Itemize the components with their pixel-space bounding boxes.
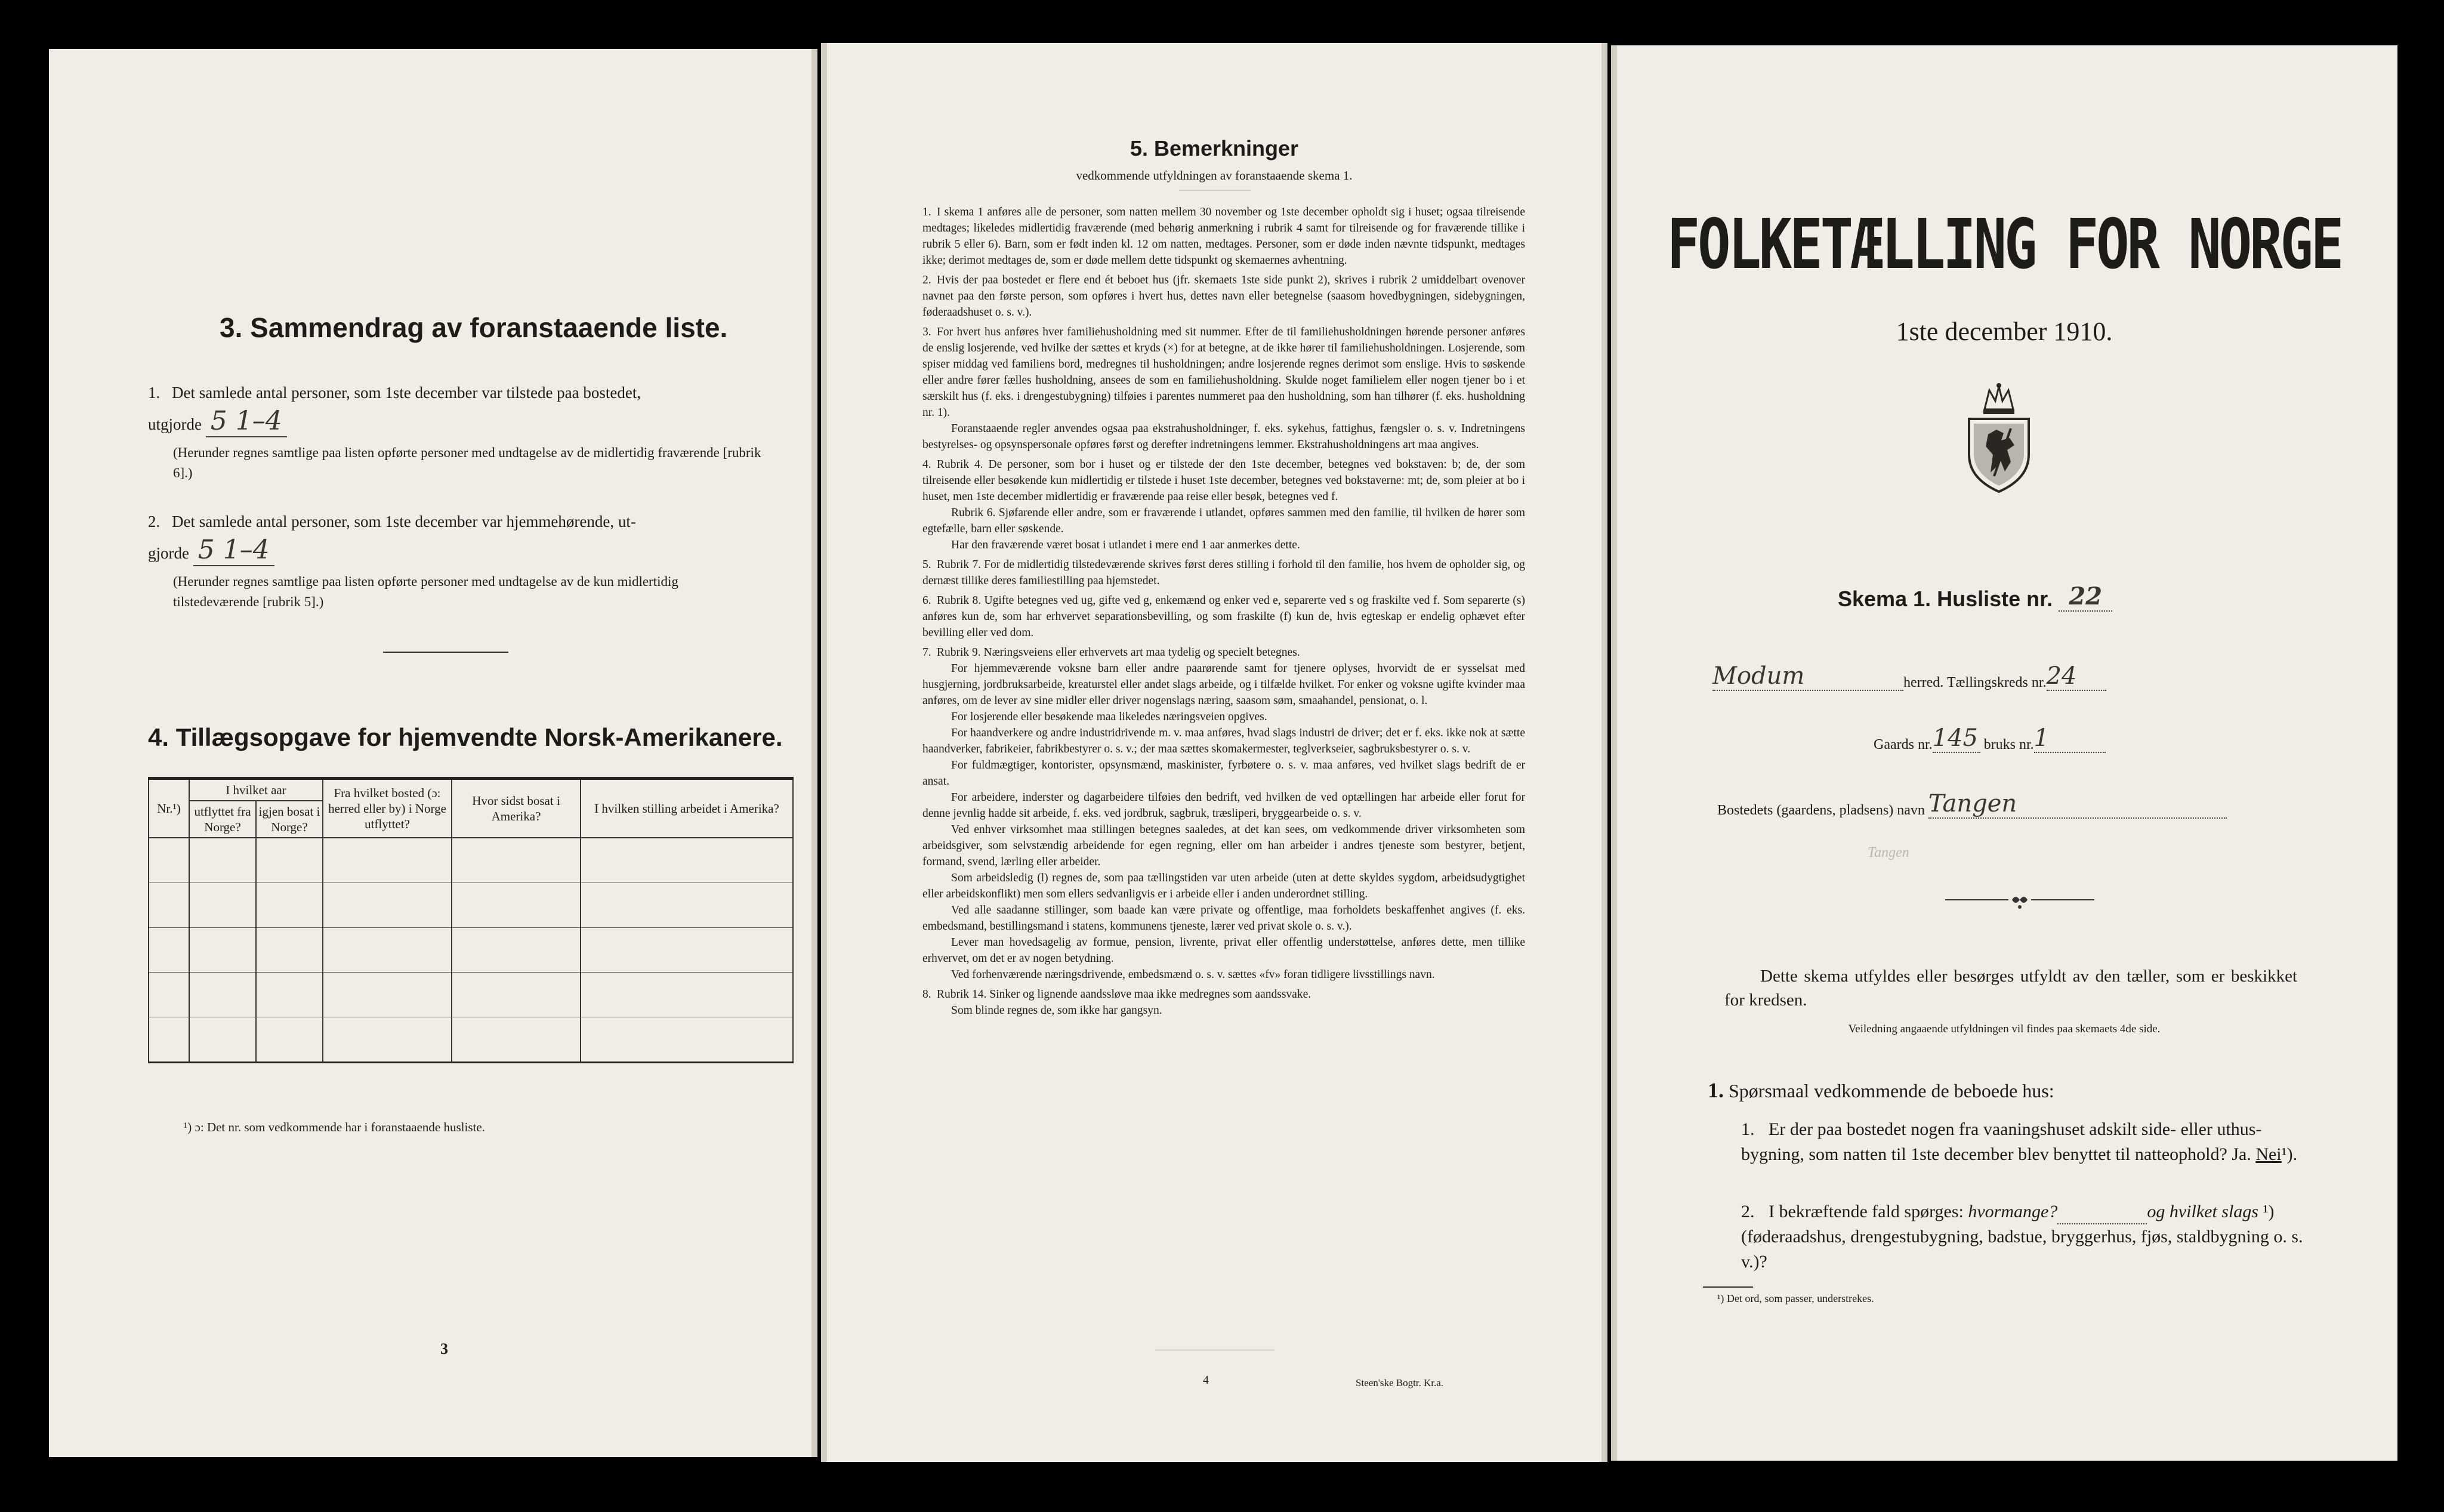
page-fold [1601, 43, 1607, 1462]
question-text-a: I bekræftende fald spørges: [1769, 1202, 1964, 1221]
gaard-value[interactable]: 145 [1933, 724, 1980, 753]
remark-number: 6. [922, 594, 931, 607]
remarks-list [922, 204, 1525, 1022]
page-footnote: ¹) Det ord, som passer, understrekes. [1717, 1292, 1874, 1304]
remark-paragraph: Ved forhenværende næringsdrivende, embedsmænd o. s. v. sættes «fv» foran tidligere livsstillings navn. [951, 968, 1435, 981]
bosted-value[interactable]: Tangen [1928, 790, 2227, 819]
question-1 [1741, 1117, 2308, 1167]
remark-paragraph: Som arbeidsledig (l) regnes de, som paa tællingstiden var uten arbeide (uten at dette skyldes sygdom, arbeidsudygtighet eller arbeidskonflikt) men som ellers sedvanligvis er i arbeide eller i anden underordnet stilling. [922, 872, 1525, 900]
remark-paragraph: For haandverkere og andre industridrivende m. v. maa anføres, hvad slags industri de driver; det er f. eks. ikke nok at sætte haandverker, fabrikeier, fabrikbestyrer o. s. v.; der maa sættes skomakermester, teglverkseier, sagbruksbestyrer o. s. v. [922, 727, 1525, 755]
handwritten-count[interactable]: 5 1–4 [193, 535, 274, 566]
question-sup: ¹). [2281, 1144, 2298, 1164]
hvormange-blank[interactable] [2057, 1223, 2147, 1224]
item-text: Det samlede antal personer, som 1ste december var hjemmehørende, ut- [172, 513, 636, 530]
item-prefix: utgjorde [148, 415, 202, 433]
col-utflyttet: utflyttet fra Norge? [189, 801, 256, 838]
remark-paragraph: Har den fraværende været bosat i utlandet i mere end 1 aar anmerkes dette. [951, 539, 1300, 551]
remark-paragraph: Som blinde regnes de, som ikke har gangsyn. [951, 1004, 1162, 1017]
skema-line [1838, 582, 2112, 612]
form-instructions: Dette skema utfyldes eller besørges utfyldt av den tæller, som er beskikket for kredsen. [1724, 967, 2297, 1010]
remark-item [922, 644, 1525, 983]
remark-item [922, 593, 1525, 641]
kreds-label: Tællingskreds nr. [1946, 675, 2047, 690]
bosted-line [1717, 790, 2227, 819]
table-row [149, 973, 793, 1017]
page-fold [821, 43, 827, 1462]
remark-text: Rubrik 7. For de midlertidig tilstedeværende skrives først deres stilling i forhold til den familie, hos hvem de opholder sig, og dernæst tillike deres familiestilling paa hjemstedet. [922, 558, 1525, 587]
question-text-b: ¹) (føderaadshus, drengestubygning, badstue, bryggerhus, fjøs, staldbygning o. s. v.)? [1741, 1202, 2303, 1272]
table-row [149, 1017, 793, 1063]
skema-label: Skema 1. Husliste nr. [1838, 587, 2053, 611]
summary-item-1-note: (Herunder regnes samtlige paa listen opførte personer med undtagelse av de midlertidig fraværende [rubrik 6].) [173, 445, 761, 480]
summary-item-1 [148, 378, 769, 439]
page-fold [811, 49, 817, 1457]
bosted-label: Bostedets (gaardens, pladsens) navn [1717, 803, 1925, 818]
remark-paragraph: For losjerende eller besøkende maa likeledes næringsveien opgives. [951, 711, 1267, 723]
gaard-line [1874, 724, 2106, 753]
col-group-aar: I hvilket aar [189, 779, 323, 801]
page-left [49, 49, 817, 1457]
remark-number: 4. [922, 458, 931, 471]
remark-number: 3. [922, 326, 931, 338]
remark-number: 8. [922, 988, 931, 1001]
summary-item-2 [148, 507, 769, 567]
page-right [1611, 45, 2397, 1461]
remark-paragraph: For fuldmægtiger, kontorister, opsynsmænd, maskinister, fyrbøtere o. s. v. maa anføres, ved hvilket slags bedrift de er ansat. [922, 759, 1525, 788]
answer-nei-underlined[interactable]: Nei [2255, 1144, 2282, 1164]
coat-of-arms-icon [1957, 383, 2041, 494]
question-number: 2. [1741, 1202, 1755, 1221]
herred-value[interactable]: Modum [1712, 662, 1903, 691]
question-heading-number: 1. [1708, 1078, 1724, 1102]
remark-text: Rubrik 14. Sinker og lignende aandssløve maa ikke medregnes som aandssvake. [937, 988, 1312, 1001]
remark-text: For hvert hus anføres hver familiehusholdning med sit nummer. Efter de til familiehusholdningen hørende personer anføres de enslig losjerende, ved hvilke der sættes et kryds (×) for at betegne, at de ikke hører til familiehusholdningen. Losjerende, som spiser middag ved familiens bord, medregnes til husholdningen; andre losjerende regnes derimot som enslige. Hvis to søskende eller andre fører fælles husholdning, ansees de som en familiehusholdning. Skulde noget familielem eller nogen tjener bo i et særskilt hus (f. eks. i drengestubygning) tilføies i parentes nummeret paa den husholdning, som han tilhører (f. eks. husholdning nr. 1). [922, 326, 1525, 419]
remark-item [922, 324, 1525, 453]
question-2 [1741, 1199, 2308, 1275]
table-footnote: ¹) ɔ: Det nr. som vedkommende har i foranstaaende husliste. [184, 1120, 485, 1134]
page-number: 4 [1203, 1374, 1209, 1387]
bruks-value[interactable]: 1 [2034, 724, 2106, 753]
remark-paragraph: For arbeidere, inderster og dagarbeidere tilføies den bedrift, ved hvilken de ved optællingen har arbeide eller forut for denne jevnlig hadde sit arbeide, f. eks. ved jordbruk, sagbruk, træsliperi, bryggearbeide o. s. v. [922, 791, 1525, 820]
summary-item-2-note: (Herunder regnes samtlige paa listen opførte personer med undtagelse av de kun midlertidig tilstedeværende [rubrik 5].) [173, 574, 678, 609]
remark-paragraph: Rubrik 6. Sjøfarende eller andre, som er fraværende i utlandet, opføres sammen med den familie, til hvilken de hører som egtefælle, barn eller søskende. [922, 507, 1525, 535]
question-heading-text: Spørsmaal vedkommende de beboede hus: [1729, 1080, 2054, 1101]
bruks-label: bruks nr. [1983, 737, 2034, 752]
item-prefix: gjorde [148, 544, 189, 562]
husliste-number[interactable]: 22 [2059, 582, 2112, 612]
ornament-icon [1945, 891, 2094, 909]
section-3-heading: 3. Sammendrag av foranstaaende liste. [220, 312, 728, 343]
remark-item [922, 456, 1525, 553]
page-middle [821, 43, 1607, 1462]
remark-paragraph: Foranstaaende regler anvendes ogsaa paa ekstrahusholdninger, f. eks. sykehus, fattighus, fængsler o. s. v. Indretningens bestyrelses- og opsynspersonale opføres først og derefter indretningens lemmer. Ekstrahusholdningens art maa angives. [922, 422, 1525, 451]
divider [1703, 1286, 1753, 1288]
herred-label: herred. [1903, 675, 1944, 690]
remark-text: Rubrik 8. Ugifte betegnes ved ug, gifte ved g, enkemænd og enker ved e, separerte ved s og fraskilte ved f. Som separerte (s) anføres kun de, som har erhvervet separationsbevilling, og som fraskilte (f) kun de, hvis egteskap er endelig ophævet efter bevilling eller ved dom. [922, 594, 1525, 639]
census-date: 1ste december 1910. [1896, 317, 2113, 346]
table-row [149, 883, 793, 928]
remark-paragraph: Ved alle saadanne stillinger, som baade kan være private og offentlige, maa forholdets beskaffenhet angives (f. eks. embedsmand, bestillingsmand i statens, kommunens tjeneste, lærer ved privat skole o. s. v.). [922, 904, 1525, 933]
remark-text: Hvis der paa bostedet er flere end ét beboet hus (jfr. skemaets 1ste side punkt 2), skrives i rubrik 2 umiddelbart ovenover navnet paa den første person, som opføres i hvert hus, dettes navn eller betegnelse (saasom hovedbygningen, sidebygningen, føderaadshuset o. s. v.). [922, 274, 1525, 319]
hvormange-label: hvormange? [1968, 1202, 2058, 1221]
norsk-amerikanere-table [148, 777, 794, 1063]
remark-paragraph: Ved enhver virksomhet maa stillingen betegnes saaledes, at det kan sees, om vedkommende driver virksomheten som arbeidsgiver, som selvstændig arbeidende for egen regning, eller om han arbeider i andres tjeneste som bestyrer, betjent, formand, svend, lærling eller arbeider. [922, 823, 1525, 868]
table-row [149, 928, 793, 973]
remark-item [922, 272, 1525, 320]
remark-number: 1. [922, 206, 931, 218]
divider [383, 652, 508, 653]
col-igjen: igjen bosat i Norge? [256, 801, 323, 838]
item-number: 1. [148, 384, 161, 402]
remark-item [922, 204, 1525, 269]
remark-number: 5. [922, 558, 931, 571]
section-4-heading: 4. Tillægsopgave for hjemvendte Norsk-Amerikanere. [148, 723, 783, 751]
item-number: 2. [148, 513, 161, 530]
remark-item [922, 557, 1525, 589]
remark-text: Rubrik 4. De personer, som bor i huset og er tilstede der den 1ste december, betegnes ved bokstaven: b; de, der som tilreisende eller besøkende kun midlertidig er tilstede i huset 1ste december, betegnes ved bokstaverne: mt; de, som pleier at bo i huset, men 1ste december midlertidig er fraværende paa reise eller besøk, betegnes ved f. [922, 458, 1525, 503]
kreds-value[interactable]: 24 [2047, 662, 2106, 691]
remark-number: 2. [922, 274, 931, 286]
herred-line [1712, 662, 2106, 691]
form-title: FOLKETÆLLING FOR NORGE [1667, 204, 2342, 285]
item-text: Det samlede antal personer, som 1ste december var tilstede paa bostedet, [172, 384, 641, 402]
form-instructions-sub: Veiledning angaaende utfyldningen vil findes paa skemaets 4de side. [1848, 1023, 2161, 1035]
remark-item [922, 986, 1525, 1019]
remark-text: Rubrik 9. Næringsveiens eller erhvervets art maa tydelig og specielt betegnes. [937, 646, 1300, 659]
faded-pencil-text: Tangen [1868, 845, 1909, 860]
remarks-heading: 5. Bemerkninger [1130, 136, 1299, 161]
question-heading [1708, 1078, 2054, 1103]
col-fra: Fra hvilket bosted (ɔ: herred eller by) i Norge utflyttet? [323, 779, 452, 838]
printer-imprint: Steen'ske Bogtr. Kr.a. [1356, 1377, 1444, 1388]
slags-label: og hvilket slags [2147, 1202, 2258, 1221]
remark-paragraph: Lever man hovedsagelig av formue, pension, livrente, privat eller offentlig understøttelse, anføres dette, men tillike erhvervet, om det er av nogen betydning. [922, 936, 1525, 965]
col-nr: Nr.¹) [149, 779, 189, 838]
col-stilling: I hvilken stilling arbeidet i Amerika? [581, 779, 793, 838]
table-row [149, 838, 793, 883]
remark-paragraph: For hjemmeværende voksne barn eller andre paarørende samt for tjenere oplyses, hvorvidt de er sysselsat med husgjerning, jordbruksarbeide, kreaturstel eller andet slags arbeide, og i tilfælde hvilket. For enker og voksne ugifte kvinder maa anføres, om de lever av sine midler eller driver nogenslags næring, saasom søm, smaahandel, pensionat, o. l. [922, 662, 1525, 707]
question-text: Er der paa bostedet nogen fra vaaningshuset adskilt side- eller uthus-bygning, som natten til 1ste december blev benyttet til natteophold? [1741, 1119, 2262, 1164]
remark-number: 7. [922, 646, 931, 659]
remarks-subheading: vedkommende utfyldningen av foranstaaende skema 1. [1076, 168, 1353, 183]
page-number: 3 [440, 1340, 448, 1357]
gaard-label: Gaards nr. [1874, 737, 1933, 752]
answer-ja[interactable]: Ja. [2232, 1144, 2251, 1164]
col-hvor: Hvor sidst bosat i Amerika? [452, 779, 581, 838]
remark-text: I skema 1 anføres alle de personer, som natten mellem 30 november og 1ste december opholdt sig i huset; ogsaa tilreisende medtages; likeledes midlertidig fraværende (med behørig anmerkning i rubrik 4 samt for tilreisende og for fraværende tillike i rubrik 5 eller 6). Barn, som er født inden kl. 12 om natten, medtages. Personer, som er døde inden nævnte tidspunkt, medtages ikke; derimot medtages de, som er døde mellem dette tidspunkt og skemaernes avhentning. [922, 206, 1525, 267]
handwritten-count[interactable]: 5 1–4 [206, 406, 287, 437]
question-number: 1. [1741, 1119, 1755, 1139]
